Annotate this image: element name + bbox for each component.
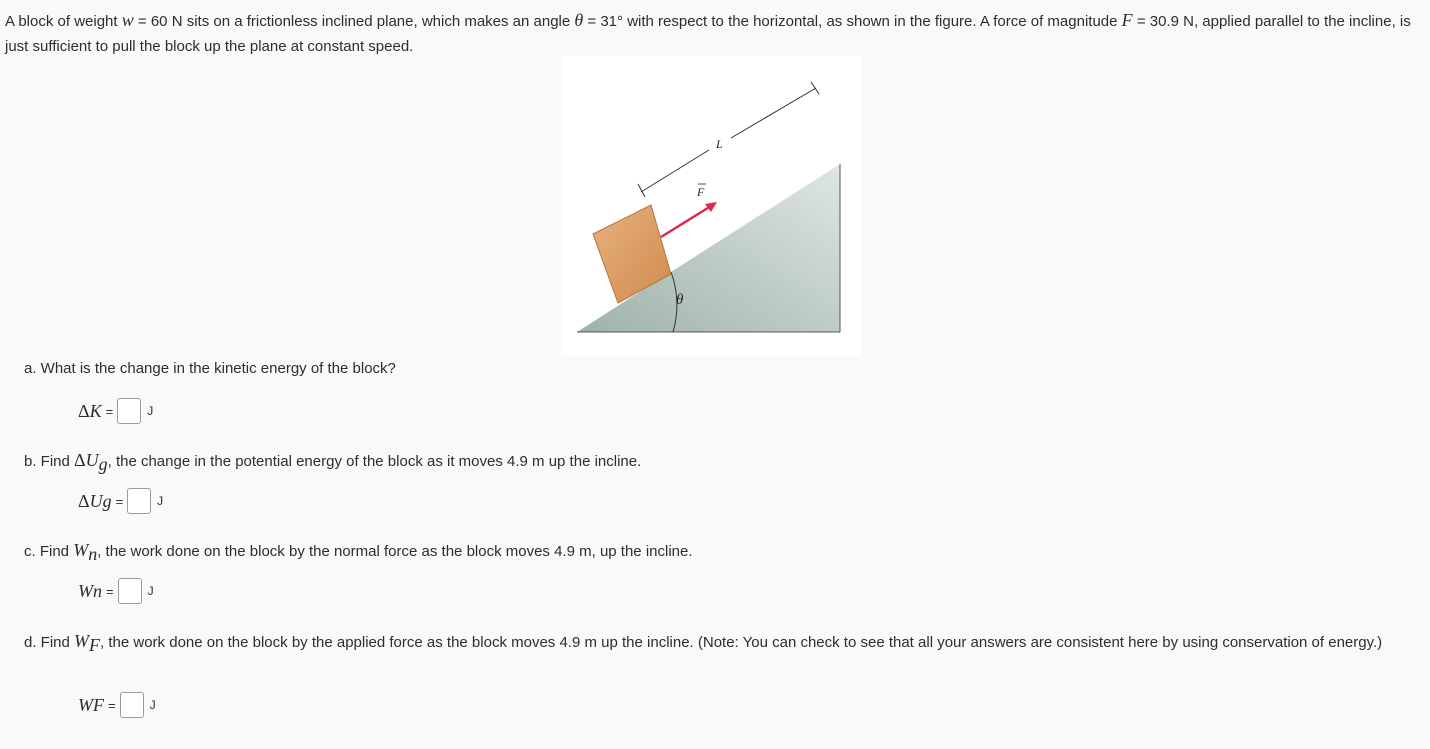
subscript: n xyxy=(88,544,98,564)
question-c xyxy=(24,540,693,565)
delta-symbol: Δ xyxy=(78,400,90,421)
work-symbol: W xyxy=(78,694,93,715)
answer-a-input[interactable] xyxy=(117,398,141,424)
answer-b-input[interactable] xyxy=(127,488,151,514)
kinetic-energy-symbol: K xyxy=(89,400,102,421)
work-symbol: W xyxy=(78,580,93,601)
answer-a-row xyxy=(78,398,153,424)
equals-sign: = xyxy=(108,697,116,713)
weight-symbol: w xyxy=(121,10,134,30)
equals-sign: = xyxy=(115,493,124,509)
subscript: n xyxy=(93,580,102,601)
question-b-text: b. Find xyxy=(24,453,75,470)
potential-energy-symbol: U xyxy=(89,490,103,511)
subscript: F xyxy=(93,694,104,715)
answer-c-input[interactable] xyxy=(118,578,142,604)
theta-symbol: θ xyxy=(574,10,584,30)
work-symbol: W xyxy=(73,540,89,560)
intro-text: = 30.9 N, applied parallel to the incline, is just sufficient to pull the block up the plane at constant speed. xyxy=(5,13,1411,55)
theta-label: θ xyxy=(676,292,684,308)
answer-c-row xyxy=(78,578,154,604)
unit-label: J xyxy=(157,494,164,508)
incline-diagram xyxy=(561,56,861,356)
question-b xyxy=(24,450,641,475)
question-c-text: c. Find xyxy=(24,543,74,560)
intro-text: A block of weight xyxy=(5,13,122,30)
problem-statement xyxy=(5,8,1420,59)
question-c-text: , the work done on the block by the normal force as the block moves 4.9 m, up the incline. xyxy=(97,543,693,560)
delta-symbol: Δ xyxy=(74,450,86,470)
question-a-text: a. What is the change in the kinetic energy of the block? xyxy=(24,360,396,377)
equals-sign: = xyxy=(106,583,114,599)
question-d-text: d. Find xyxy=(24,634,75,651)
force-arrowhead xyxy=(705,202,717,212)
length-end-tick xyxy=(811,82,819,94)
question-d-text: , the work done on the block by the applied force as the block moves 4.9 m up the incline. (Note: You can check to see that all your answers are consistent here by using conservation of energy.) xyxy=(100,634,1383,651)
work-symbol: W xyxy=(74,631,90,651)
unit-label: J xyxy=(147,584,154,598)
force-label: F xyxy=(697,185,705,199)
answer-b-row xyxy=(78,488,163,514)
subscript: g xyxy=(98,454,108,474)
unit-label: J xyxy=(149,698,156,712)
subscript: g xyxy=(102,490,112,511)
delta-symbol: Δ xyxy=(78,490,90,511)
intro-text: = 60 N sits on a frictionless inclined plane, which makes an angle xyxy=(133,13,575,30)
answer-d-input[interactable] xyxy=(120,692,144,718)
force-arrow xyxy=(661,206,711,237)
answer-d-row xyxy=(78,692,156,718)
unit-label: J xyxy=(147,404,154,418)
subscript: F xyxy=(89,635,101,655)
length-dimension-line xyxy=(731,88,816,138)
incline-figure xyxy=(561,56,861,356)
length-label: L xyxy=(716,137,723,151)
question-b-text: , the change in the potential energy of the block as it moves 4.9 m up the incline. xyxy=(107,453,642,470)
question-d xyxy=(24,628,1414,658)
question-a xyxy=(24,360,396,377)
intro-text: = 31° with respect to the horizontal, as shown in the figure. A force of magnitude xyxy=(583,13,1122,30)
force-symbol: F xyxy=(1121,10,1133,30)
potential-energy-symbol: U xyxy=(85,450,99,470)
equals-sign: = xyxy=(105,403,114,419)
